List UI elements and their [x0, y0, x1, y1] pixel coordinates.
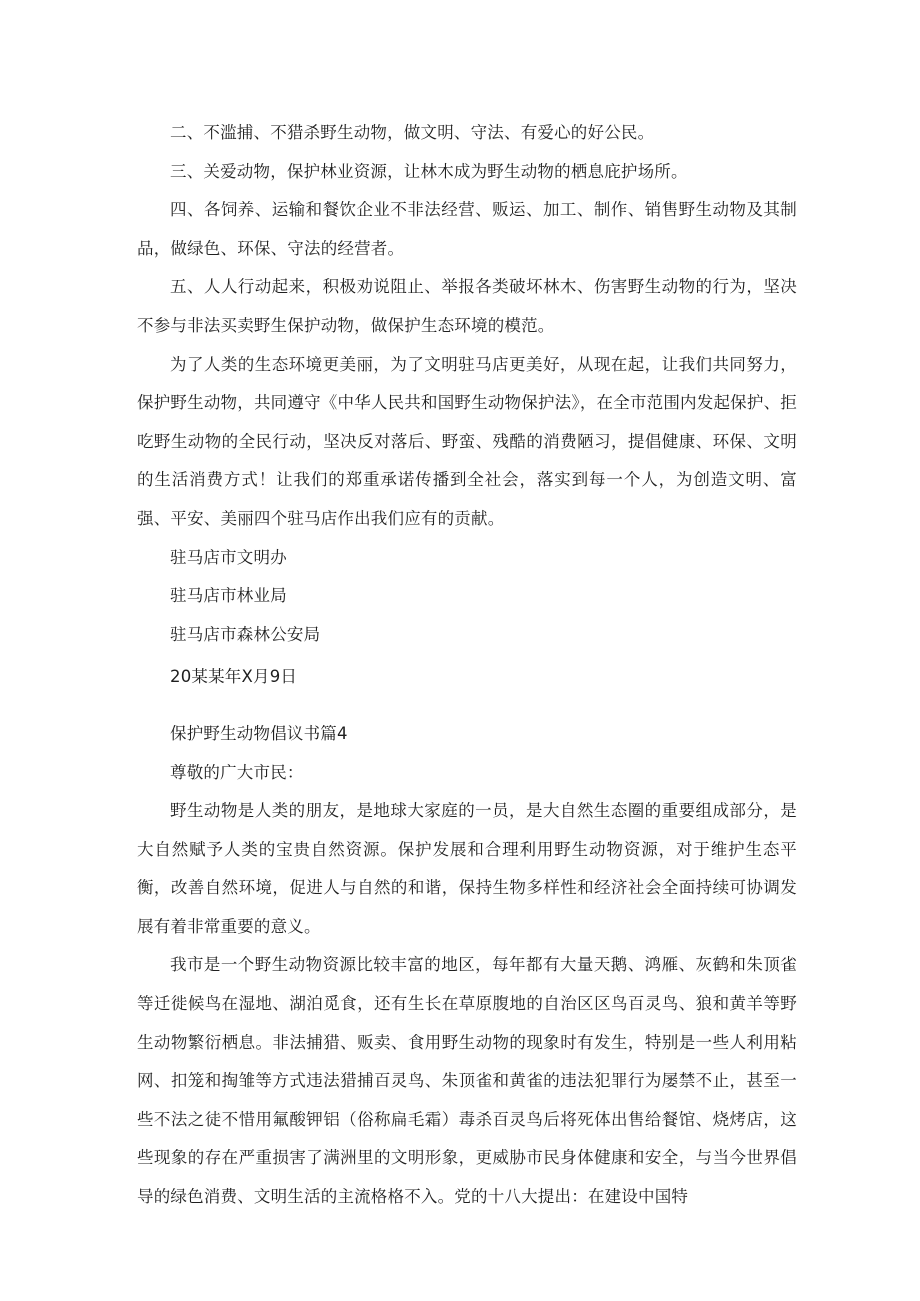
paragraph-item-3: 三、关爱动物，保护林业资源，让林木成为野生动物的栖息庇护场所。: [170, 161, 688, 181]
signature-civilization-office: 驻马店市文明办: [170, 547, 287, 567]
paragraph-item-4: 四、各饲养、运输和餐饮企业不非法经营、贩运、加工、制作、销售野生动物及其制品，做绿色、环保、守法的经营者。: [137, 200, 797, 258]
paragraph-closing: 为了人类的生态环境更美丽，为了文明驻马店更美好，从现在起，让我们共同努力，保护野生动物，共同遵守《中华人民共和国野生动物保护法》，在全市范围内发起保护、拒吃野生动物的全民行动，坚决反对落后、野蛮、残酷的消费陋习，提倡健康、环保、文明的生活消费方式！让我们的郑重承诺传播到全社会，落实到每一个人，为创造文明、富强、平安、美丽四个驻马店作出我们应有的贡献。: [137, 354, 797, 528]
paragraph-local-situation: 我市是一个野生动物资源比较丰富的地区，每年都有大量天鹅、鸿雁、灰鹤和朱顶雀等迁徙候鸟在湿地、湖泊觅食，还有生长在草原腹地的自治区区鸟百灵鸟、狼和黄羊等野生动物繁衍栖息。非法捕猎、贩卖、食用野生动物的现象时有发生，特别是一些人利用粘网、扣笼和掏雏等方式违法猎捕百灵鸟、朱顶雀和黄雀的违法犯罪行为屡禁不止，甚至一些不法之徒不惜用氟酸钾铝（俗称扁毛霜）毒杀百灵鸟后将死体出售给餐馆、烧烤店，这些现象的存在严重损害了满洲里的文明形象，更威胁市民身体健康和安全，与当今世界倡导的绿色消费、文明生活的主流格格不入。党的十八大提出：在建设中国特: [137, 955, 797, 1207]
section-title: 保护野生动物倡议书篇4: [170, 723, 348, 743]
paragraph-item-2: 二、不滥捕、不猎杀野生动物，做文明、守法、有爱心的好公民。: [170, 123, 655, 142]
signature-forestry-bureau: 驻马店市林业局: [170, 586, 287, 606]
paragraph-intro: 野生动物是人类的朋友，是地球大家庭的一员，是大自然生态圈的重要组成部分，是大自然赋予人类的宝贵自然资源。保护发展和合理利用野生动物资源，对于维护生态平衡，改善自然环境，促进人与自然的和谐，保持生物多样性和经济社会全面持续可协调发展有着非常重要的意义。: [137, 801, 797, 936]
document-date: 20某某年X月9日: [170, 667, 298, 687]
salutation: 尊敬的广大市民：: [170, 762, 304, 782]
spacer: [137, 697, 797, 715]
paragraph-item-5: 五、人人行动起来，积极劝说阻止、举报各类破坏林木、伤害野生动物的行为，坚决不参与非法买卖野生保护动物，做保护生态环境的模范。: [137, 277, 797, 335]
document-body: [137, 114, 797, 1217]
signature-forest-police: 驻马店市森林公安局: [170, 624, 321, 644]
